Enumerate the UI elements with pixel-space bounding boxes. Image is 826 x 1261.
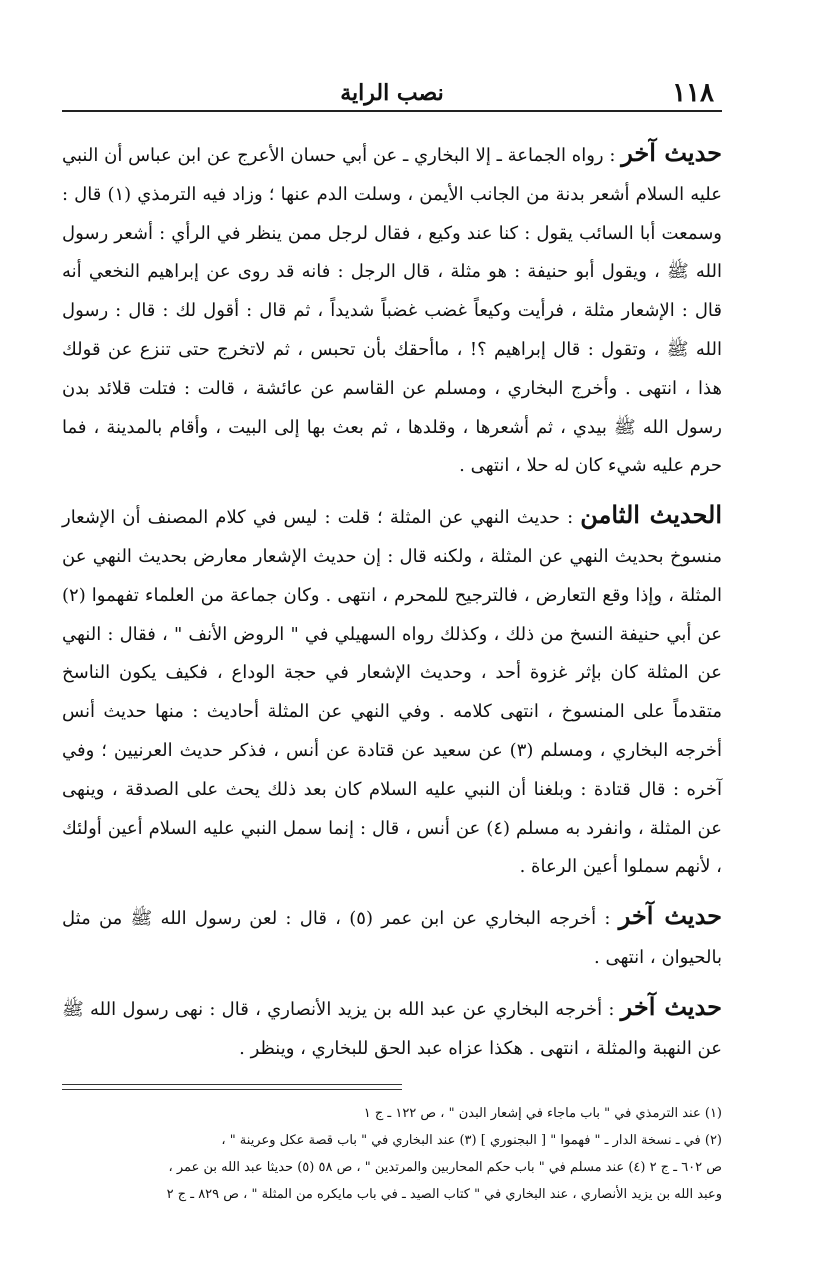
page-body [62,112,722,1208]
paragraph-lead: حديث آخر [618,901,723,931]
page-number: ١١٨ [672,78,714,108]
footnote-line: ص ٦٠٢ ـ ج ٢ (٤) عند مسلم في " باب حكم المحاربين والمرتدين " ، ص ٥٨ (٥) حديثا عبد الله بن عمر ، [168,1160,722,1176]
paragraph-lead: حديث آخر [620,991,722,1021]
hadith-paragraph [62,496,722,887]
footnote-line: وعبد الله بن يزيد الأنصاري ، عند البخاري في " كتاب الصيد ـ في باب مايكره من المثلة " ، ص ٨٢٩ ـ ج ٢ [166,1187,722,1203]
paragraph-text: : حديث النهي عن المثلة ؛ قلت : ليس في كلام المصنف أن الإشعار منسوخ بحديث النهي عن المثلة ، ولكنه قال : إن حديث الإشعار معارض بحديث النهي عن المثلة ، وإذا وقع التعارض ، فالترجيح للمحرم ، انتهى . وكان جماعة من العلماء تفهموا (٢) عن أبي حنيفة النسخ من ذلك ، وكذلك رواه السهيلي في " الروض الأنف " ، فقال : النهي عن المثلة كان بإثر غزوة أحد ، وحديث الإشعار في حجة الوداع ، فكيف يكون الناسخ متقدماً على المنسوخ ، انتهى كلامه . وفي النهي عن المثلة أحاديث : منها حديث أنس أخرجه البخاري ، ومسلم (٣) عن سعيد عن قتادة عن أنس ، فذكر حديث العرنيين ؛ وفي آخره : قال قتادة : وبلغنا أن النبي عليه السلام كان بعد ذلك يحث على الصدقة ، وينهى عن المثلة ، وانفرد به مسلم (٤) عن أنس ، قال : إنما سمل النبي عليه السلام أعين أولئك ، لأنهم سملوا أعين الرعاة . [62,507,722,878]
paragraph-text: : أخرجه البخاري عن ابن عمر (٥) ، قال : لعن رسول الله ﷺ من مثل بالحيوان ، انتهى . [62,908,722,968]
hadith-paragraph [62,134,722,486]
footnote-line: (١) عند الترمذي في " باب ماجاء في إشعار البدن " ، ص ١٢٢ ـ ج ١ [363,1106,722,1122]
running-title: نصب الراية [340,80,444,106]
paragraph-lead: حديث آخر [621,138,722,167]
paragraph-text: : رواه الجماعة ـ إلا البخاري ـ عن أبي حسان الأعرج عن ابن عباس أن النبي عليه السلام أشعر بدنة من الجانب الأيمن ، وسلت الدم عنها ؛ وزاد فيه الترمذي (١) قال : وسمعت أبا السائب يقول : كنا عند وكيع ، فقال لرجل ممن ينظر في الرأي : أشعر رسول الله ﷺ ، ويقول أبو حنيفة : هو مثلة ، قال الرجل : فانه قد روى عن إبراهيم النخعي أنه قال : الإشعار مثلة ، فرأيت وكيعاً غضب غضباً شديداً ، ثم قال : أقول لك : قال : رسول الله ﷺ ، وتقول : قال إبراهيم ؟! ، ماأحقك بأن تحبس ، ثم لاتخرج حتى تنزع عن قولك هذا ، انتهى . وأخرج البخاري ، ومسلم عن القاسم عن عائشة ، قالت : فتلت قلائد بدن رسول الله ﷺ بيدي ، ثم أشعرها ، وقلدها ، ثم بعث بها إلى البيت ، وأقام بالمدينة ، فما حرم عليه شيء كان له حلا ، انتهى . [62,145,722,477]
hadith-paragraph [62,988,722,1069]
paragraph-text: : أخرجه البخاري عن عبد الله بن يزيد الأنصاري ، قال : نهى رسول الله ﷺ عن النهبة والمثلة ، انتهى . هكذا عزاه عبد الحق للبخاري ، وينظر . [62,998,722,1059]
hadith-paragraph [62,897,722,978]
paragraph-lead: الحديث الثامن [580,500,722,530]
footnotes [62,1100,722,1208]
book-page [62,60,722,1208]
page-header [62,60,722,112]
footnote-line: (٢) في ـ نسخة الدار ـ " فهموا " [ البجنوري ] (٣) عند البخاري في " باب قصة عكل وعرينة " ، [221,1133,722,1149]
footnote-separator [62,1084,402,1090]
